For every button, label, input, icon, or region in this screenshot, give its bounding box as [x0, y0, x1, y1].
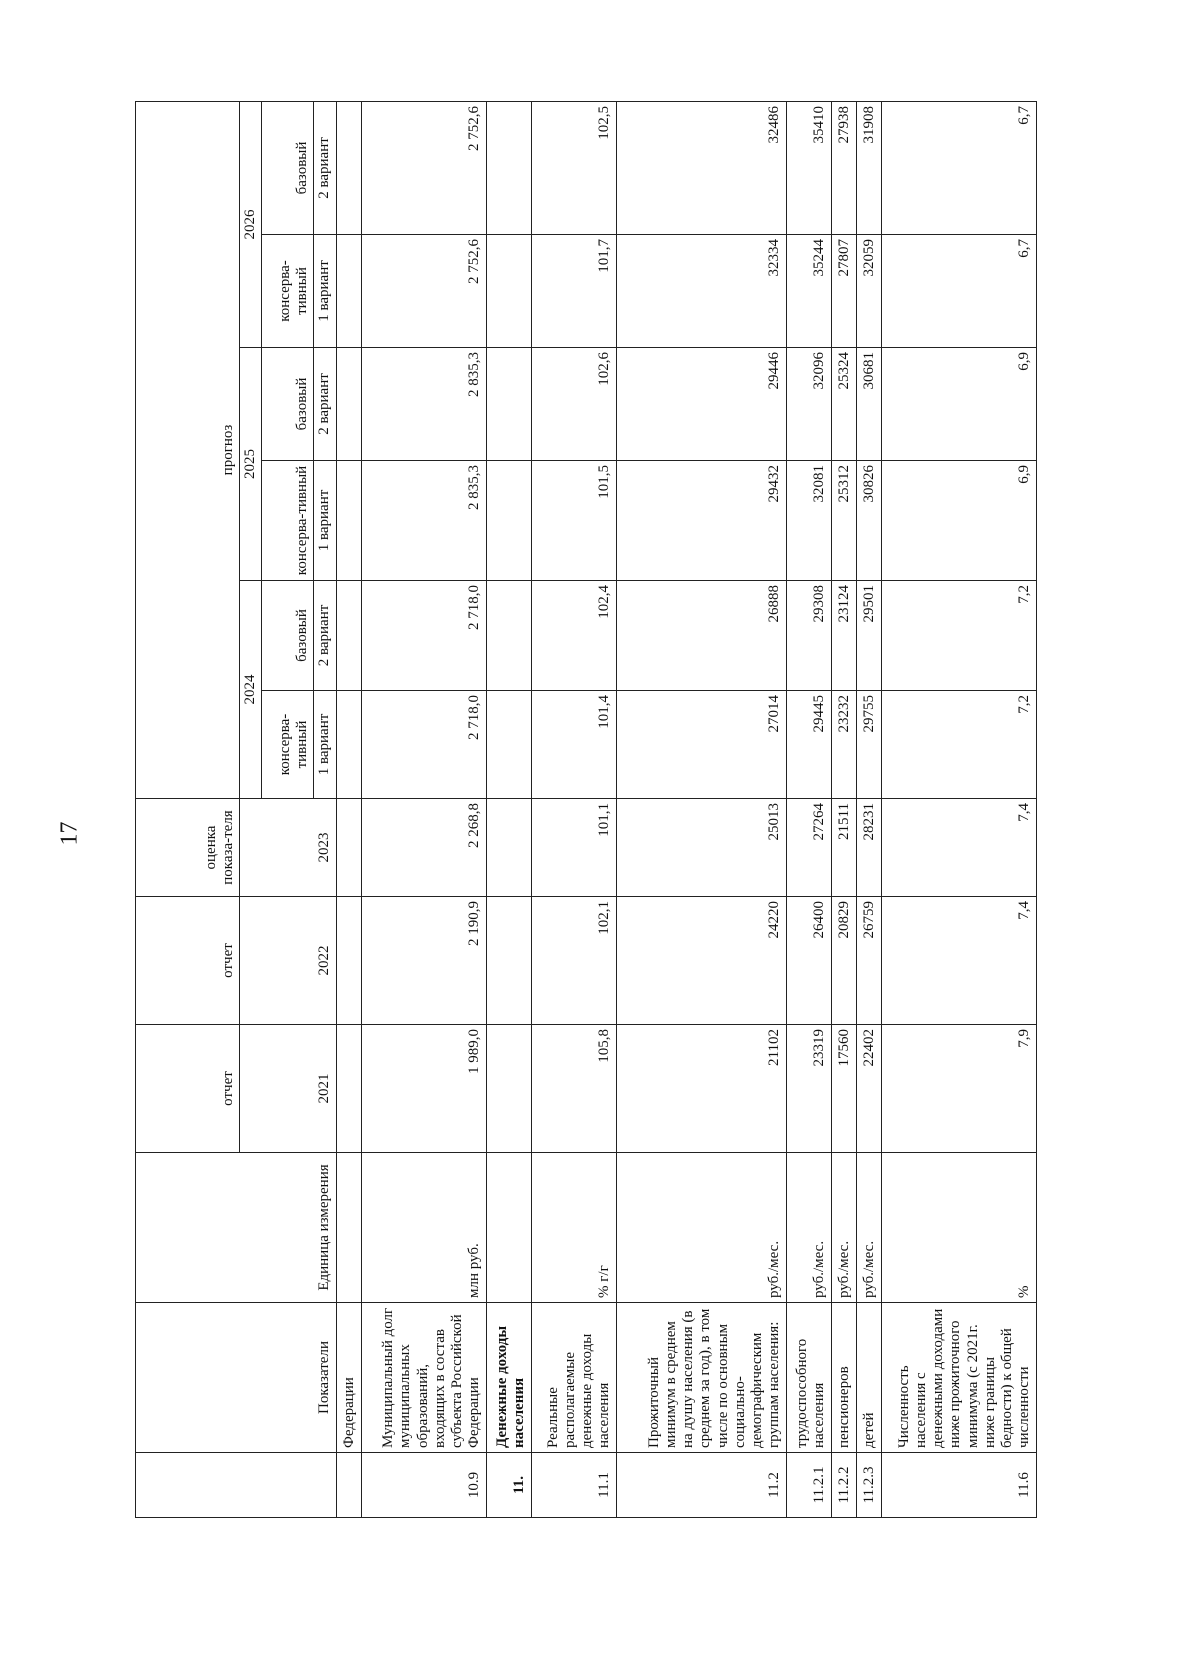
row-value: 2 718,0 — [361, 691, 486, 799]
row-value: 35244 — [786, 235, 831, 348]
row-unit — [486, 1153, 531, 1303]
header-2026-var1: 1 вариант — [314, 235, 336, 348]
row-value: 29501 — [856, 581, 881, 691]
row-value: 26888 — [616, 581, 786, 691]
row-value — [486, 1025, 531, 1153]
row-value — [486, 101, 531, 234]
row-value: 29445 — [786, 691, 831, 799]
row-value: 7,2 — [881, 691, 1036, 799]
row-value: 2 190,9 — [361, 897, 486, 1025]
row-value: 27938 — [831, 101, 856, 234]
row-value: 1 989,0 — [361, 1025, 486, 1153]
row-value: 23319 — [786, 1025, 831, 1153]
row-value: 7,2 — [881, 581, 1036, 691]
row-value: 102,5 — [531, 101, 616, 234]
row-value: 28231 — [856, 799, 881, 897]
row-indicator: трудоспособного населения — [786, 1303, 831, 1453]
row-unit: руб./мес. — [786, 1153, 831, 1303]
row-value: 31908 — [856, 101, 881, 234]
rotated-table-wrapper — [135, 102, 1033, 1518]
row-indicator: Численность населения с денежными доходами ниже прожиточного минимума (с 2021г. ниже границы бедности) к общей численности — [881, 1303, 1036, 1453]
header-report-2022: отчет — [136, 897, 240, 1025]
table-row — [361, 101, 486, 1517]
row-value — [486, 799, 531, 897]
row-value: 30826 — [856, 461, 881, 581]
header-year-2021: 2021 — [240, 1025, 337, 1153]
row-value — [336, 799, 361, 897]
header-2025-conservative: консерва-тивный — [262, 461, 314, 581]
row-value: 25312 — [831, 461, 856, 581]
header-2024-var2: 2 вариант — [314, 581, 336, 691]
row-value: 6,7 — [881, 101, 1036, 234]
row-value — [486, 691, 531, 799]
header-2025-var2: 2 вариант — [314, 348, 336, 461]
row-value: 32096 — [786, 348, 831, 461]
header-report-2021: отчет — [136, 1025, 240, 1153]
header-year-2022: 2022 — [240, 897, 337, 1025]
row-indicator: пенсионеров — [831, 1303, 856, 1453]
header-forecast: прогноз — [136, 101, 240, 798]
row-value: 7,4 — [881, 897, 1036, 1025]
row-value: 32081 — [786, 461, 831, 581]
header-2025-base: базовый — [262, 348, 314, 461]
row-value: 6,9 — [881, 348, 1036, 461]
table-row — [616, 101, 786, 1517]
row-code: 11.6 — [881, 1453, 1036, 1518]
header-2025-var1: 1 вариант — [314, 461, 336, 581]
header-2026-var2: 2 вариант — [314, 101, 336, 234]
row-value: 101,1 — [531, 799, 616, 897]
forecast-table — [135, 101, 1037, 1518]
row-value: 35410 — [786, 101, 831, 234]
row-value: 102,6 — [531, 348, 616, 461]
row-unit: млн руб. — [361, 1153, 486, 1303]
row-value: 2 752,6 — [361, 101, 486, 234]
row-value: 6,9 — [881, 461, 1036, 581]
table-row — [856, 101, 881, 1517]
table-body — [336, 101, 1036, 1517]
row-value: 25324 — [831, 348, 856, 461]
header-2024-conservative: консерва-тивный — [262, 691, 314, 799]
row-value: 32486 — [616, 101, 786, 234]
row-code: 11.2.3 — [856, 1453, 881, 1518]
row-value — [336, 461, 361, 581]
row-indicator: Реальные располагаемые денежные доходы населения — [531, 1303, 616, 1453]
row-value: 20829 — [831, 897, 856, 1025]
row-value — [336, 1025, 361, 1153]
row-value — [336, 897, 361, 1025]
row-value — [486, 235, 531, 348]
header-code — [136, 1453, 337, 1518]
header-estimate: оценка показа-теля — [136, 799, 240, 897]
row-value: 7,4 — [881, 799, 1036, 897]
row-indicator: Муниципальный долг муниципальных образований, входящих в состав субъекта Российской Федерации — [361, 1303, 486, 1453]
table-row — [831, 101, 856, 1517]
row-value: 26400 — [786, 897, 831, 1025]
row-value: 102,1 — [531, 897, 616, 1025]
row-value: 2 835,3 — [361, 348, 486, 461]
header-year-2024: 2024 — [240, 581, 262, 799]
row-value — [336, 581, 361, 691]
row-value: 23124 — [831, 581, 856, 691]
row-unit: руб./мес. — [831, 1153, 856, 1303]
header-2024-base: базовый — [262, 581, 314, 691]
row-value: 29308 — [786, 581, 831, 691]
row-value: 24220 — [616, 897, 786, 1025]
row-value — [486, 581, 531, 691]
table-row — [531, 101, 616, 1517]
row-value: 2 268,8 — [361, 799, 486, 897]
table-row — [881, 101, 1036, 1517]
header-2026-base: базовый — [262, 101, 314, 234]
row-value: 102,4 — [531, 581, 616, 691]
header-year-2023: 2023 — [240, 799, 337, 897]
row-value: 21102 — [616, 1025, 786, 1153]
row-code — [336, 1453, 361, 1518]
row-value: 32334 — [616, 235, 786, 348]
row-value: 29755 — [856, 691, 881, 799]
row-code: 11.1 — [531, 1453, 616, 1518]
row-code: 11.2.2 — [831, 1453, 856, 1518]
row-code: 11.2 — [616, 1453, 786, 1518]
header-2024-var1: 1 вариант — [314, 691, 336, 799]
row-unit: руб./мес. — [616, 1153, 786, 1303]
row-value: 2 752,6 — [361, 235, 486, 348]
row-code: 11. — [486, 1453, 531, 1518]
row-value: 7,9 — [881, 1025, 1036, 1153]
row-code: 11.2.1 — [786, 1453, 831, 1518]
header-unit: Единица измерения — [136, 1153, 337, 1303]
row-value: 29432 — [616, 461, 786, 581]
row-value — [486, 348, 531, 461]
row-value: 101,4 — [531, 691, 616, 799]
row-value: 27807 — [831, 235, 856, 348]
row-value: 6,7 — [881, 235, 1036, 348]
row-unit: % — [881, 1153, 1036, 1303]
header-2026-conservative: консерва-тивный — [262, 235, 314, 348]
header-indicator: Показатели — [136, 1303, 337, 1453]
row-value: 22402 — [856, 1025, 881, 1153]
row-value — [486, 461, 531, 581]
row-indicator: детей — [856, 1303, 881, 1453]
row-value — [336, 348, 361, 461]
table-row — [786, 101, 831, 1517]
row-value: 101,7 — [531, 235, 616, 348]
row-value: 27014 — [616, 691, 786, 799]
row-unit: руб./мес. — [856, 1153, 881, 1303]
header-year-2026: 2026 — [240, 101, 262, 347]
row-value: 2 718,0 — [361, 581, 486, 691]
row-indicator: Прожиточный минимум в среднем на душу населения (в среднем за год), в том числе по основным социально-демографическим группам населения: — [616, 1303, 786, 1453]
row-value: 17560 — [831, 1025, 856, 1153]
table-row — [336, 101, 361, 1517]
row-indicator: Денежные доходы населения — [486, 1303, 531, 1453]
row-code: 10.9 — [361, 1453, 486, 1518]
row-value: 23232 — [831, 691, 856, 799]
row-unit — [336, 1153, 361, 1303]
page-number: 17 — [56, 821, 83, 846]
table-row — [486, 101, 531, 1517]
row-value: 29446 — [616, 348, 786, 461]
row-value: 25013 — [616, 799, 786, 897]
row-value: 26759 — [856, 897, 881, 1025]
row-value: 32059 — [856, 235, 881, 348]
row-value: 30681 — [856, 348, 881, 461]
row-unit: % г/г — [531, 1153, 616, 1303]
row-value — [336, 691, 361, 799]
row-value: 105,8 — [531, 1025, 616, 1153]
row-indicator: Федерации — [336, 1303, 361, 1453]
row-value — [336, 235, 361, 348]
row-value: 101,5 — [531, 461, 616, 581]
row-value — [486, 897, 531, 1025]
row-value — [336, 101, 361, 234]
row-value: 27264 — [786, 799, 831, 897]
row-value: 2 835,3 — [361, 461, 486, 581]
row-value: 21511 — [831, 799, 856, 897]
header-year-2025: 2025 — [240, 348, 262, 581]
